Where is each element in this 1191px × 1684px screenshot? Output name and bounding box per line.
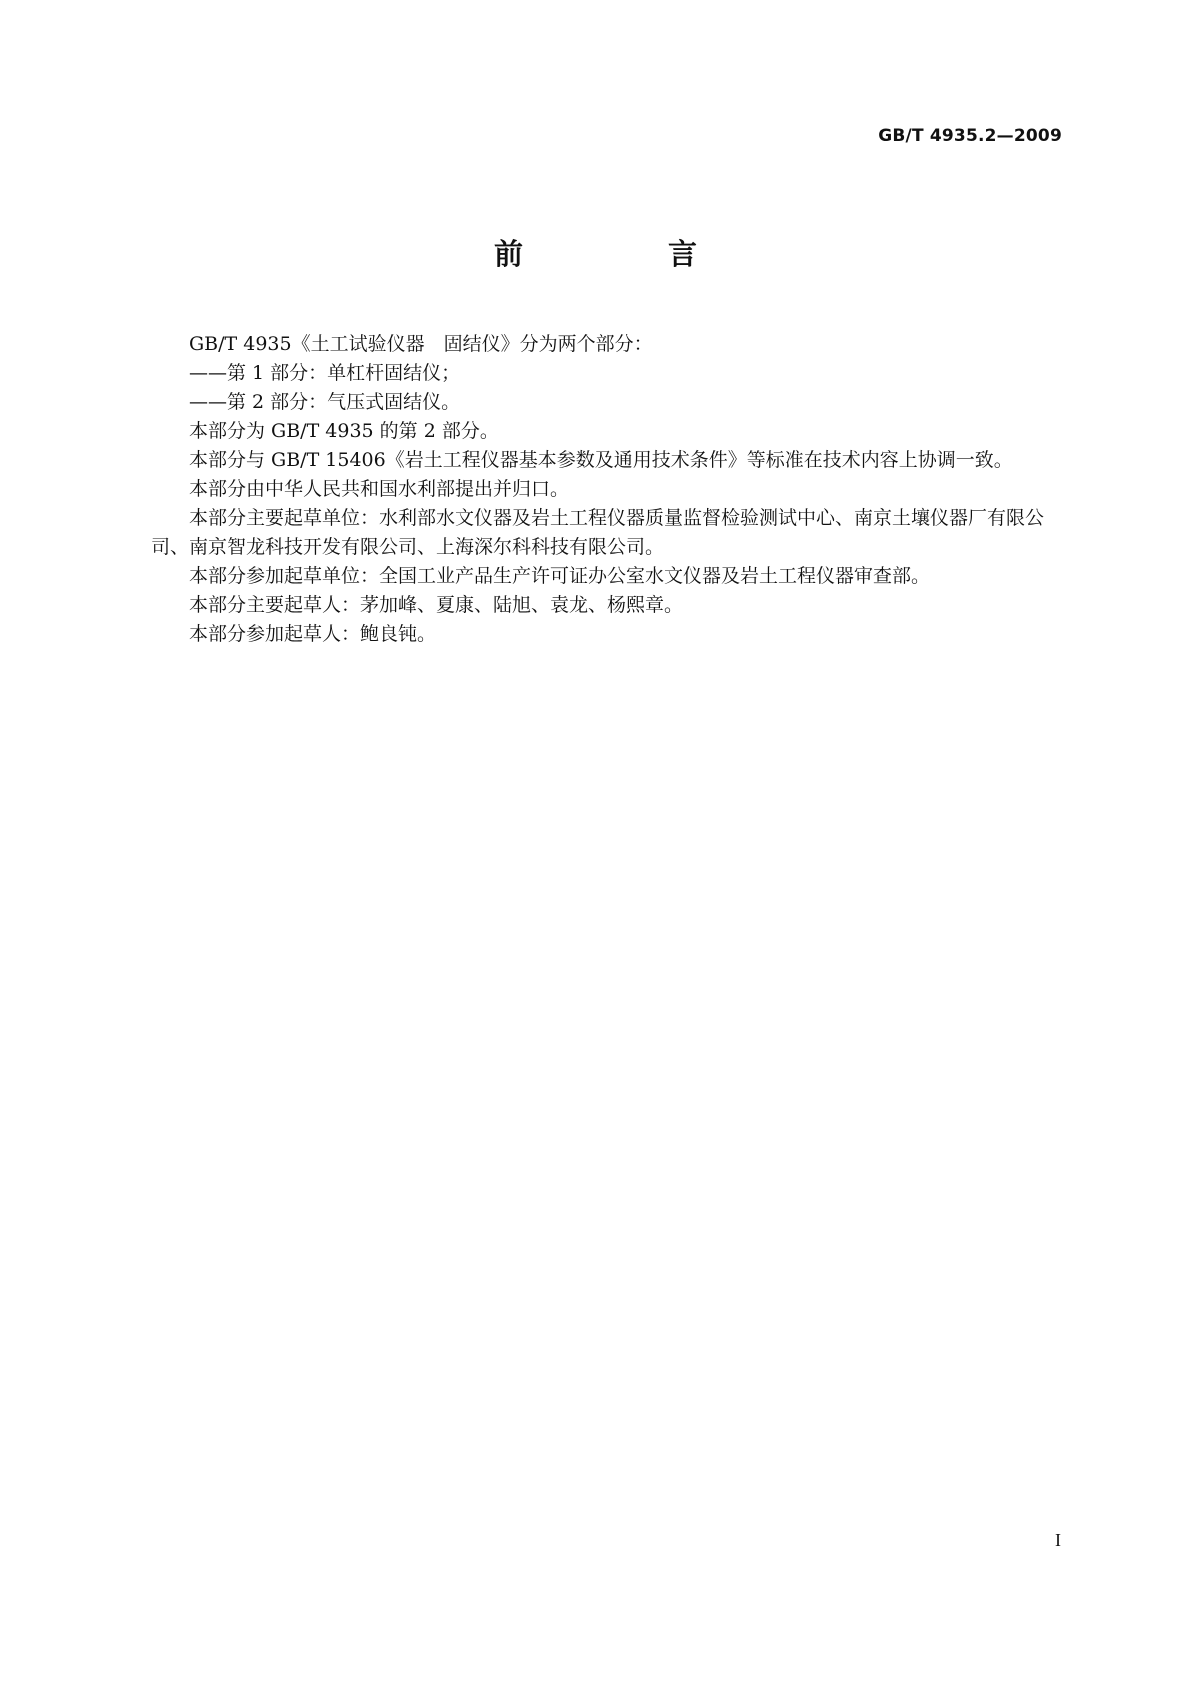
page-title: 前 言 [493, 237, 755, 271]
paragraph-main-drafting-units: 本部分主要起草单位：水利部水文仪器及岩土工程仪器质量监督检验测试中心、南京土壤仪器厂有限公司、南京智龙科技开发有限公司、上海深尔科科技有限公司。 [151, 507, 1045, 558]
paragraph-participating-drafters: 本部分参加起草人：鲍良钝。 [189, 623, 437, 645]
paragraph-participating-units: 本部分参加起草单位：全国工业产品生产许可证办公室水文仪器及岩土工程仪器审查部。 [189, 565, 931, 587]
paragraph-part-1: ——第 1 部分：单杠杆固结仪； [189, 362, 461, 384]
paragraph-proposer: 本部分由中华人民共和国水利部提出并归口。 [189, 478, 570, 500]
paragraph-consistency: 本部分与 GB/T 15406《岩土工程仪器基本参数及通用技术条件》等标准在技术内容上协调一致。 [189, 449, 1013, 471]
page-number: I [1055, 1530, 1061, 1550]
foreword-body [151, 330, 1060, 649]
standard-code: GB/T 4935.2—2009 [878, 126, 1062, 146]
paragraph-this-part: 本部分为 GB/T 4935 的第 2 部分。 [189, 420, 499, 442]
paragraph-main-drafters: 本部分主要起草人：茅加峰、夏康、陆旭、袁龙、杨熙章。 [189, 594, 684, 616]
paragraph-part-2: ——第 2 部分：气压式固结仪。 [189, 391, 461, 413]
paragraph-parts-intro: GB/T 4935《土工试验仪器 固结仪》分为两个部分： [189, 333, 653, 355]
